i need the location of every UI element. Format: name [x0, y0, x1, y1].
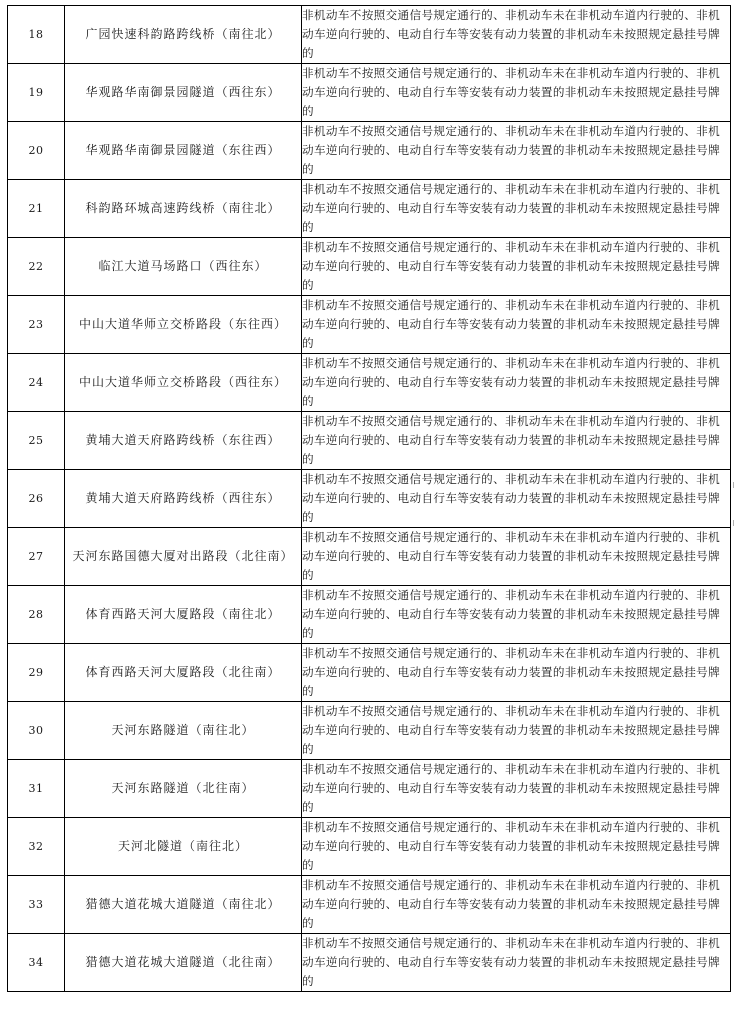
- violation-cell: 非机动车不按照交通信号规定通行的、非机动车未在非机动车道内行驶的、非机动车逆向行驶的、电动自行车等安装有动力装置的非机动车未按照规定悬挂号牌的: [302, 122, 731, 180]
- location-cell: 猎德大道花城大道隧道（南往北）: [65, 876, 302, 934]
- table-row: [8, 64, 731, 122]
- table-row: [8, 180, 731, 238]
- location-cell: 天河东路国德大厦对出路段（北往南）: [65, 528, 302, 586]
- row-number: 34: [8, 934, 65, 992]
- table-row: [8, 528, 731, 586]
- violation-cell: 非机动车不按照交通信号规定通行的、非机动车未在非机动车道内行驶的、非机动车逆向行驶的、电动自行车等安装有动力装置的非机动车未按照规定悬挂号牌的: [302, 412, 731, 470]
- location-cell: 广园快速科韵路跨线桥（南往北）: [65, 6, 302, 64]
- row-number: 29: [8, 644, 65, 702]
- location-cell: 华观路华南御景园隧道（东往西）: [65, 122, 302, 180]
- violation-cell: 非机动车不按照交通信号规定通行的、非机动车未在非机动车道内行驶的、非机动车逆向行驶的、电动自行车等安装有动力装置的非机动车未按照规定悬挂号牌的: [302, 934, 731, 992]
- violation-cell: 非机动车不按照交通信号规定通行的、非机动车未在非机动车道内行驶的、非机动车逆向行驶的、电动自行车等安装有动力装置的非机动车未按照规定悬挂号牌的: [302, 818, 731, 876]
- scan-mark: [733, 520, 734, 526]
- table-row: [8, 296, 731, 354]
- location-cell: 天河东路隧道（南往北）: [65, 702, 302, 760]
- location-cell: 天河北隧道（南往北）: [65, 818, 302, 876]
- row-number: 25: [8, 412, 65, 470]
- violation-cell: 非机动车不按照交通信号规定通行的、非机动车未在非机动车道内行驶的、非机动车逆向行驶的、电动自行车等安装有动力装置的非机动车未按照规定悬挂号牌的: [302, 760, 731, 818]
- row-number: 21: [8, 180, 65, 238]
- enforcement-locations-table: [7, 5, 731, 992]
- row-number: 20: [8, 122, 65, 180]
- row-number: 27: [8, 528, 65, 586]
- row-number: 18: [8, 6, 65, 64]
- row-number: 22: [8, 238, 65, 296]
- location-cell: 黄埔大道天府路跨线桥（东往西）: [65, 412, 302, 470]
- violation-cell: 非机动车不按照交通信号规定通行的、非机动车未在非机动车道内行驶的、非机动车逆向行驶的、电动自行车等安装有动力装置的非机动车未按照规定悬挂号牌的: [302, 6, 731, 64]
- location-cell: 体育西路天河大厦路段（南往北）: [65, 586, 302, 644]
- table-row: [8, 354, 731, 412]
- violation-cell: 非机动车不按照交通信号规定通行的、非机动车未在非机动车道内行驶的、非机动车逆向行驶的、电动自行车等安装有动力装置的非机动车未按照规定悬挂号牌的: [302, 238, 731, 296]
- table-row: [8, 644, 731, 702]
- scan-mark: [733, 482, 734, 488]
- row-number: 33: [8, 876, 65, 934]
- violation-cell: 非机动车不按照交通信号规定通行的、非机动车未在非机动车道内行驶的、非机动车逆向行驶的、电动自行车等安装有动力装置的非机动车未按照规定悬挂号牌的: [302, 876, 731, 934]
- location-cell: 华观路华南御景园隧道（西往东）: [65, 64, 302, 122]
- violation-cell: 非机动车不按照交通信号规定通行的、非机动车未在非机动车道内行驶的、非机动车逆向行驶的、电动自行车等安装有动力装置的非机动车未按照规定悬挂号牌的: [302, 586, 731, 644]
- location-cell: 科韵路环城高速跨线桥（南往北）: [65, 180, 302, 238]
- location-cell: 黄埔大道天府路跨线桥（西往东）: [65, 470, 302, 528]
- table-row: [8, 586, 731, 644]
- table-row: [8, 6, 731, 64]
- row-number: 31: [8, 760, 65, 818]
- row-number: 32: [8, 818, 65, 876]
- table-row: [8, 412, 731, 470]
- table-row: [8, 122, 731, 180]
- location-cell: 猎德大道花城大道隧道（北往南）: [65, 934, 302, 992]
- table-row: [8, 760, 731, 818]
- violation-cell: 非机动车不按照交通信号规定通行的、非机动车未在非机动车道内行驶的、非机动车逆向行驶的、电动自行车等安装有动力装置的非机动车未按照规定悬挂号牌的: [302, 644, 731, 702]
- violation-cell: 非机动车不按照交通信号规定通行的、非机动车未在非机动车道内行驶的、非机动车逆向行驶的、电动自行车等安装有动力装置的非机动车未按照规定悬挂号牌的: [302, 354, 731, 412]
- row-number: 24: [8, 354, 65, 412]
- row-number: 26: [8, 470, 65, 528]
- violation-cell: 非机动车不按照交通信号规定通行的、非机动车未在非机动车道内行驶的、非机动车逆向行驶的、电动自行车等安装有动力装置的非机动车未按照规定悬挂号牌的: [302, 64, 731, 122]
- violation-cell: 非机动车不按照交通信号规定通行的、非机动车未在非机动车道内行驶的、非机动车逆向行驶的、电动自行车等安装有动力装置的非机动车未按照规定悬挂号牌的: [302, 180, 731, 238]
- row-number: 23: [8, 296, 65, 354]
- violation-cell: 非机动车不按照交通信号规定通行的、非机动车未在非机动车道内行驶的、非机动车逆向行驶的、电动自行车等安装有动力装置的非机动车未按照规定悬挂号牌的: [302, 470, 731, 528]
- location-cell: 体育西路天河大厦路段（北往南）: [65, 644, 302, 702]
- location-cell: 中山大道华师立交桥路段（西往东）: [65, 354, 302, 412]
- violation-cell: 非机动车不按照交通信号规定通行的、非机动车未在非机动车道内行驶的、非机动车逆向行驶的、电动自行车等安装有动力装置的非机动车未按照规定悬挂号牌的: [302, 528, 731, 586]
- table-row: [8, 818, 731, 876]
- location-cell: 临江大道马场路口（西往东）: [65, 238, 302, 296]
- table-row: [8, 934, 731, 992]
- violation-cell: 非机动车不按照交通信号规定通行的、非机动车未在非机动车道内行驶的、非机动车逆向行驶的、电动自行车等安装有动力装置的非机动车未按照规定悬挂号牌的: [302, 702, 731, 760]
- violation-cell: 非机动车不按照交通信号规定通行的、非机动车未在非机动车道内行驶的、非机动车逆向行驶的、电动自行车等安装有动力装置的非机动车未按照规定悬挂号牌的: [302, 296, 731, 354]
- table-body: [8, 6, 731, 992]
- document-page: [7, 5, 730, 992]
- row-number: 19: [8, 64, 65, 122]
- row-number: 28: [8, 586, 65, 644]
- table-row: [8, 238, 731, 296]
- location-cell: 中山大道华师立交桥路段（东往西）: [65, 296, 302, 354]
- table-row: [8, 702, 731, 760]
- location-cell: 天河东路隧道（北往南）: [65, 760, 302, 818]
- table-row: [8, 876, 731, 934]
- row-number: 30: [8, 702, 65, 760]
- table-row: [8, 470, 731, 528]
